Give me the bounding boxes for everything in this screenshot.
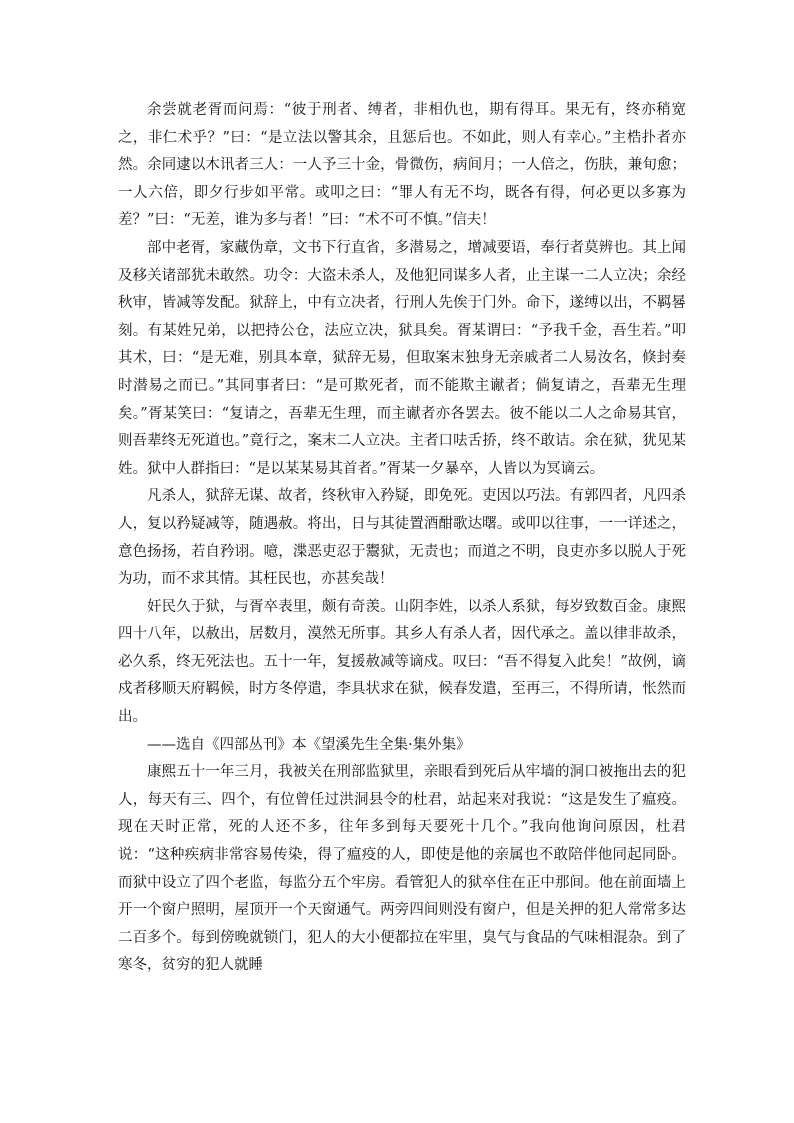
paragraph-2: 部中老胥，家藏伪章，文书下行直省，多潜易之，增减要语，奉行者莫辨也。其上闻及移关诸部犹未敢然。功令：大盗未杀人，及他犯同谋多人者，止主谋一二人立决；余经秋审，皆减等发配。狱辞上，中有立决者，行刑人先俟于门外。命下，遂缚以出，不羁晷刻。有某姓兄弟，以把持公仓，法应立决，狱具矣。胥某谓曰：“予我千金，吾生若。”叩其术，曰：“是无难，别具本章，狱辞无易，但取案末独身无亲戚者二人易汝名，倏封奏时潜易之而已。”其同事者曰：“是可欺死者，而不能欺主谳者；倘复请之，吾辈无生理矣。”胥某笑曰：“复请之，吾辈无生理，而主谳者亦各罢去。彼不能以二人之命易其官，则吾辈终无死道也。”竟行之，案末二人立决。主者口呿舌挢，终不敢诘。余在狱，犹见某姓。狱中人群指曰：“是以某某易其首者。”胥某一夕暴卒，人皆以为冥谪云。 [118,239,686,477]
paragraph-1: 余尝就老胥而问焉：“彼于刑者、缚者，非相仇也，期有得耳。果无有，终亦稍宽之，非仁术乎？”曰：“是立法以警其余，且惩后也。不如此，则人有幸心。”主梏扑者亦然。余同逮以木讯者三人：一人予三十金，骨微伤，病间月；一人倍之，伤肤，兼旬愈；一人六倍，即夕行步如平常。或叩之曰：“罪人有无不均，既各有得，何必更以多寡为差？”曰：“无差，谁为多与者！”曰：“术不可不慎。”信夫！ [118,102,686,229]
paragraph-4: 奸民久于狱，与胥卒表里，颇有奇羡。山阴李姓，以杀人系狱，每岁致数百金。康熙四十八年，以赦出，居数月，漠然无所事。其乡人有杀人者，因代承之。盖以律非故杀，必久系，终无死法也。五十一年，复援赦减等谪戍。叹曰：“吾不得复入此矣！”故例，谪戍者移顺天府羁候，时方冬停遣，李具状求在狱，候春发遣，至再三，不得所请，怅然而出。 [118,598,686,726]
document-body [118,97,686,980]
paragraph-translation: 康熙五十一年三月，我被关在刑部监狱里，亲眼看到死后从牢墙的洞口被拖出去的犯人，每天有三、四个，有位曾任过洪洞县令的杜君，站起来对我说：“这是发生了瘟疫。现在天时正常，死的人还不多，往年多到每天要死十几个。”我向他询问原因，杜君说：“这种疾病非常容易传染，得了瘟疫的人，即使是他的亲属也不敢陪伴他同起同卧。而狱中设立了四个老监，每监分五个牢房。看管犯人的狱卒住在正中那间。他在前面墙上开一个窗户照明，屋顶开一个天窗通气。两旁四间则没有窗户，但是关押的犯人常常多达二百多个。每到傍晚就锁门，犯人的大小便都拉在牢里，臭气与食品的气味相混杂。到了寒冬，贫穷的犯人就睡 [118,764,686,974]
paragraph-3: 凡杀人，狱辞无谋、故者，终秋审入矜疑，即免死。吏因以巧法。有郭四者，凡四杀人，复以矜疑减等，随遇赦。将出，日与其徒置酒酣歌达曙。或叩以往事，一一详述之，意色扬扬，若自矜诩。噫，渫恶吏忍于鬻狱，无责也；而道之不明，良吏亦多以脱人于死为功，而不求其情。其枉民也，亦甚矣哉！ [118,488,686,588]
source-citation: ——选自《四部丛刊》本《望溪先生全集·集外集》 [147,736,471,753]
